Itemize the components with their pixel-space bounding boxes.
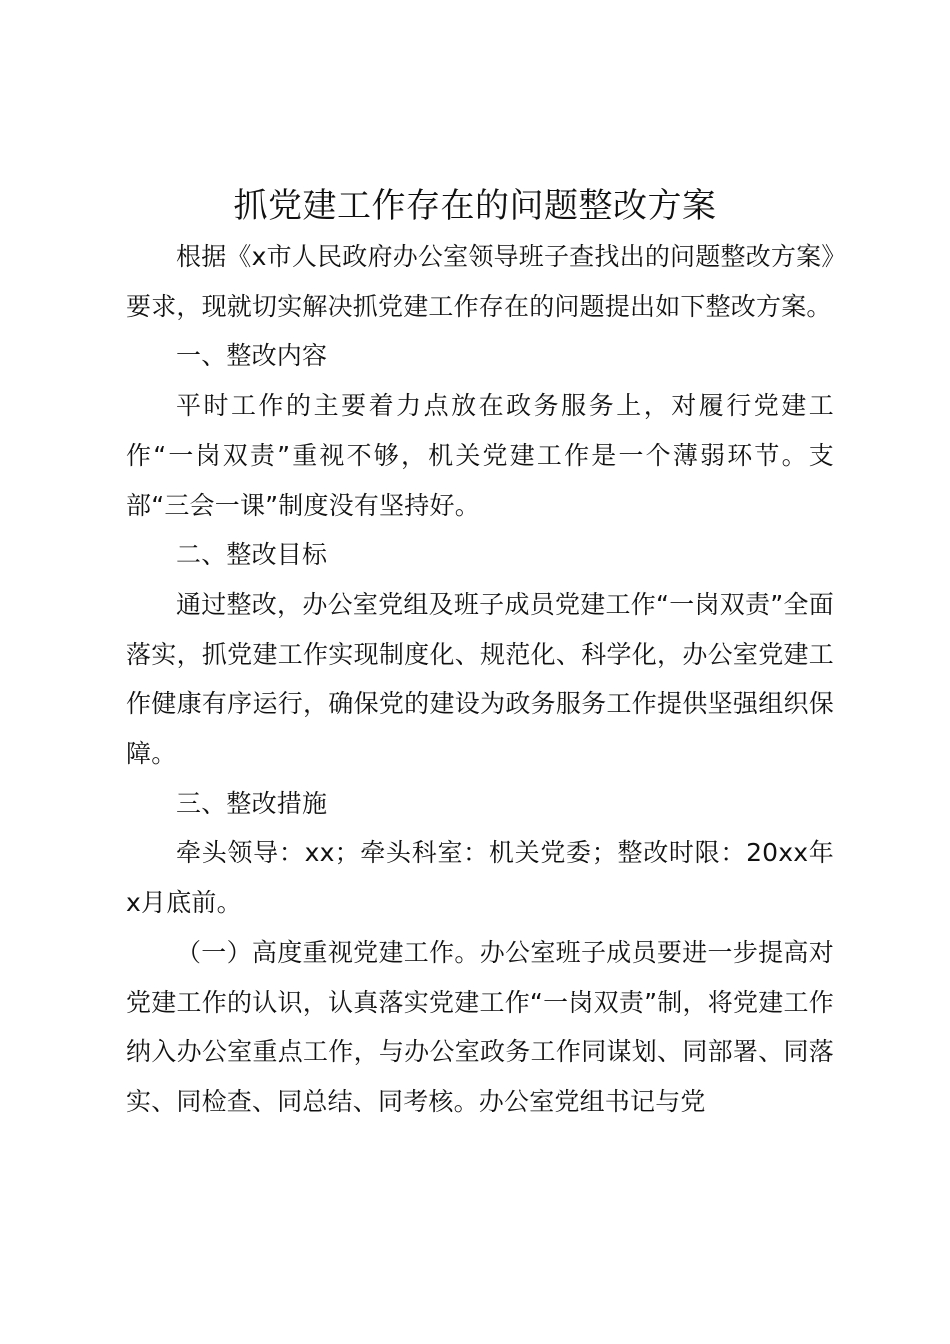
measures-lead-paragraph: 牵头领导：xx；牵头科室：机关党委；整改时限：20xx年x月底前。	[126, 838, 834, 918]
section-heading-content: 一、整改内容	[176, 341, 328, 371]
intro-paragraph: 根据《x市人民政府办公室领导班子查找出的问题整改方案》要求，现就切实解决抓党建工作存在的问题提出如下整改方案。	[126, 242, 834, 321]
document-title: 抓党建工作存在的问题整改方案	[233, 186, 717, 226]
section-goals-paragraph: 通过整改，办公室党组及班子成员党建工作“一岗双责”全面落实，抓党建工作实现制度化、规范化、科学化，办公室党建工作健康有序运行，确保党的建设为政务服务工作提供坚强组织保障。	[126, 589, 834, 769]
measure-item-1-paragraph: （一）高度重视党建工作。办公室班子成员要进一步提高对党建工作的认识，认真落实党建工作“一岗双责”制，将党建工作纳入办公室重点工作，与办公室政务工作同谋划、同部署、同落实、同检查、同总结、同考核。办公室党组书记与党	[126, 937, 834, 1116]
section-content-paragraph: 平时工作的主要着力点放在政务服务上，对履行党建工作“一岗双责”重视不够，机关党建工作是一个薄弱环节。支部“三会一课”制度没有坚持好。	[126, 391, 834, 520]
section-heading-goals: 二、整改目标	[176, 540, 328, 570]
document-body	[126, 232, 834, 1127]
section-heading-measures: 三、整改措施	[176, 788, 328, 818]
